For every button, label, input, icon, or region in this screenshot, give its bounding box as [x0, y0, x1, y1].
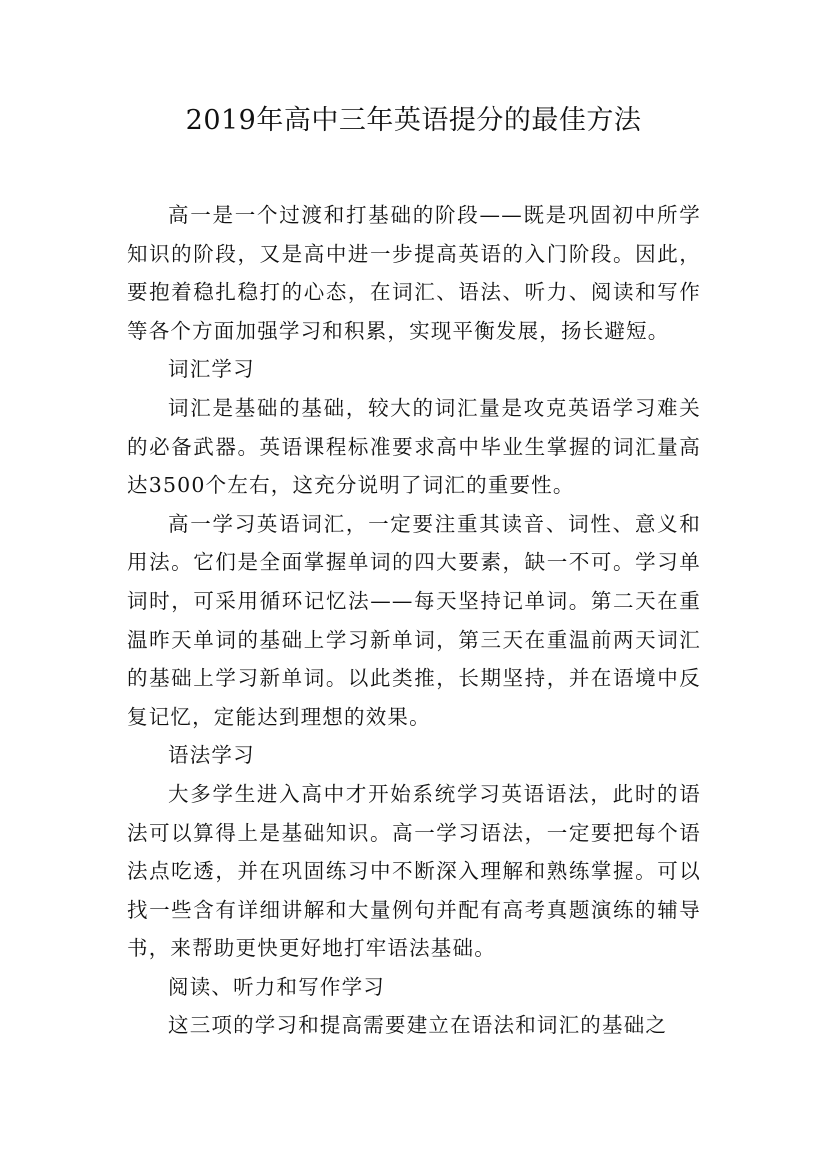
- section-heading-reading-listening-writing: 阅读、听力和写作学习: [168, 974, 385, 999]
- paragraph-vocabulary-method: 高一学习英语词汇，一定要注重其读音、词性、意义和用法。它们是全面掌握单词的四大要素，缺一不可。学习单词时，可采用循环记忆法——每天坚持记单词。第二天在重温昨天单词的基础上学习新单词，第三天在重温前两天词汇的基础上学习新单词。以此类推，长期坚持，并在语境中反复记忆，定能达到理想的效果。: [127, 511, 701, 729]
- paragraph-grammar: 大多学生进入高中才开始系统学习英语语法，此时的语法可以算得上是基础知识。高一学习语法，一定要把每个语法点吃透，并在巩固练习中不断深入理解和熟练掌握。可以找一些含有详细讲解和大量例句并配有高考真题演练的辅导书，来帮助更快更好地打牢语法基础。: [127, 781, 701, 961]
- section-heading-vocabulary: 词汇学习: [168, 357, 255, 382]
- paragraph-vocabulary-importance: 词汇是基础的基础，较大的词汇量是攻克英语学习难关的必备武器。英语课程标准要求高中毕业生掌握的词汇量高达3500个左右，这充分说明了词汇的重要性。: [127, 395, 701, 498]
- section-heading-grammar: 语法学习: [168, 743, 255, 768]
- paragraph-reading-listening-writing: 这三项的学习和提高需要建立在语法和词汇的基础之: [168, 1013, 668, 1038]
- document-body: [127, 196, 701, 1045]
- paragraph-intro: 高一是一个过渡和打基础的阶段——既是巩固初中所学知识的阶段，又是高中进一步提高英语的入门阶段。因此，要抱着稳扎稳打的心态，在词汇、语法、听力、阅读和写作等各个方面加强学习和积累，实现平衡发展，扬长避短。: [127, 203, 701, 343]
- document-title: 2019年高中三年英语提分的最佳方法: [185, 105, 642, 136]
